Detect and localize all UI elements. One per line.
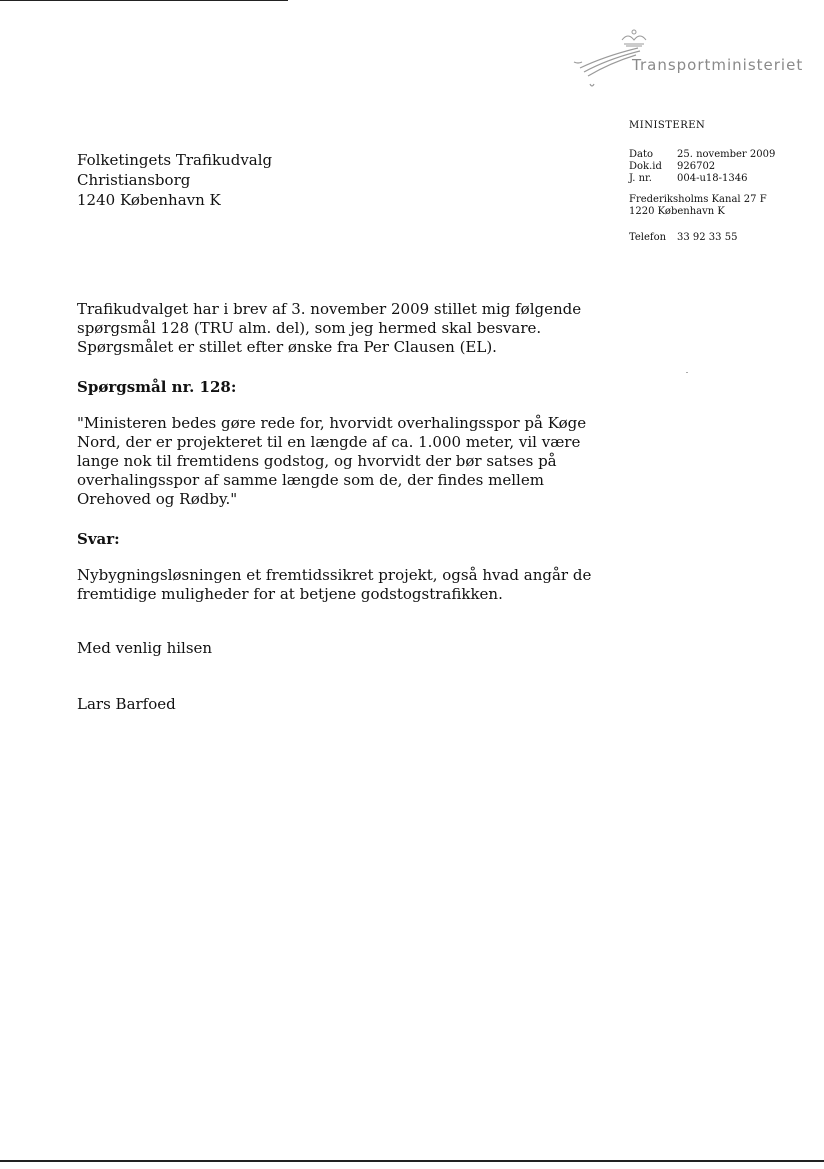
meta-row-date xyxy=(629,149,775,161)
answer-heading: Svar: xyxy=(77,530,120,548)
phone-value: 33 92 33 55 xyxy=(677,232,738,243)
recipient-line: Folketingets Trafikudvalg xyxy=(77,151,273,169)
phone-label: Telefon xyxy=(629,232,667,243)
ministry-logo xyxy=(570,26,804,96)
answer-paragraph: Nybygningsløsningen et fremtidssikret projekt, også hvad angår de fremtidige muligheder for at betjene godstogstrafikken. xyxy=(77,566,592,603)
meta-label: Dato xyxy=(629,149,654,160)
letter-body xyxy=(77,300,597,714)
address-line: 1220 København K xyxy=(629,206,725,217)
meta-row-docid xyxy=(629,161,775,173)
recipient-address xyxy=(77,150,272,210)
closing-greeting: Med venlig hilsen xyxy=(77,639,213,657)
office-title: MINISTEREN xyxy=(629,120,706,131)
meta-value: 25. november 2009 xyxy=(677,149,776,160)
bottom-rule xyxy=(0,1160,824,1162)
meta-row-jnr xyxy=(629,173,775,185)
meta-value: 926702 xyxy=(677,161,716,172)
sender-address xyxy=(629,194,775,218)
meta-label: J. nr. xyxy=(629,173,652,184)
meta-value: 004-u18-1346 xyxy=(677,173,748,184)
recipient-line: 1240 København K xyxy=(77,191,221,209)
question-paragraph: "Ministeren bedes gøre rede for, hvorvidt overhalingsspor på Køge Nord, der er projekteret til en længde af ca. 1.000 meter, vil være lange nok til fremtidens godstog, og hvorvidt der bør satses på overhalingsspor af samme længde som de, der findes mellem Orehoved og Rødby." xyxy=(77,414,587,508)
recipient-line: Christiansborg xyxy=(77,171,191,189)
document-meta xyxy=(629,149,775,185)
logo-text: Transportministeriet xyxy=(632,56,804,74)
signer-name: Lars Barfoed xyxy=(77,695,176,713)
scan-speck xyxy=(686,372,688,373)
address-line: Frederiksholms Kanal 27 F xyxy=(629,194,767,205)
intro-paragraph: Trafikudvalget har i brev af 3. november 2009 stillet mig følgende spørgsmål 128 (TRU alm. del), som jeg hermed skal besvare. Spørgsmålet er stillet efter ønske fra Per Clausen (EL). xyxy=(77,300,582,356)
question-heading: Spørgsmål nr. 128: xyxy=(77,378,237,396)
phone xyxy=(629,232,775,244)
top-rule xyxy=(0,0,288,1)
meta-label: Dok.id xyxy=(629,161,662,172)
sender-info xyxy=(629,120,775,244)
